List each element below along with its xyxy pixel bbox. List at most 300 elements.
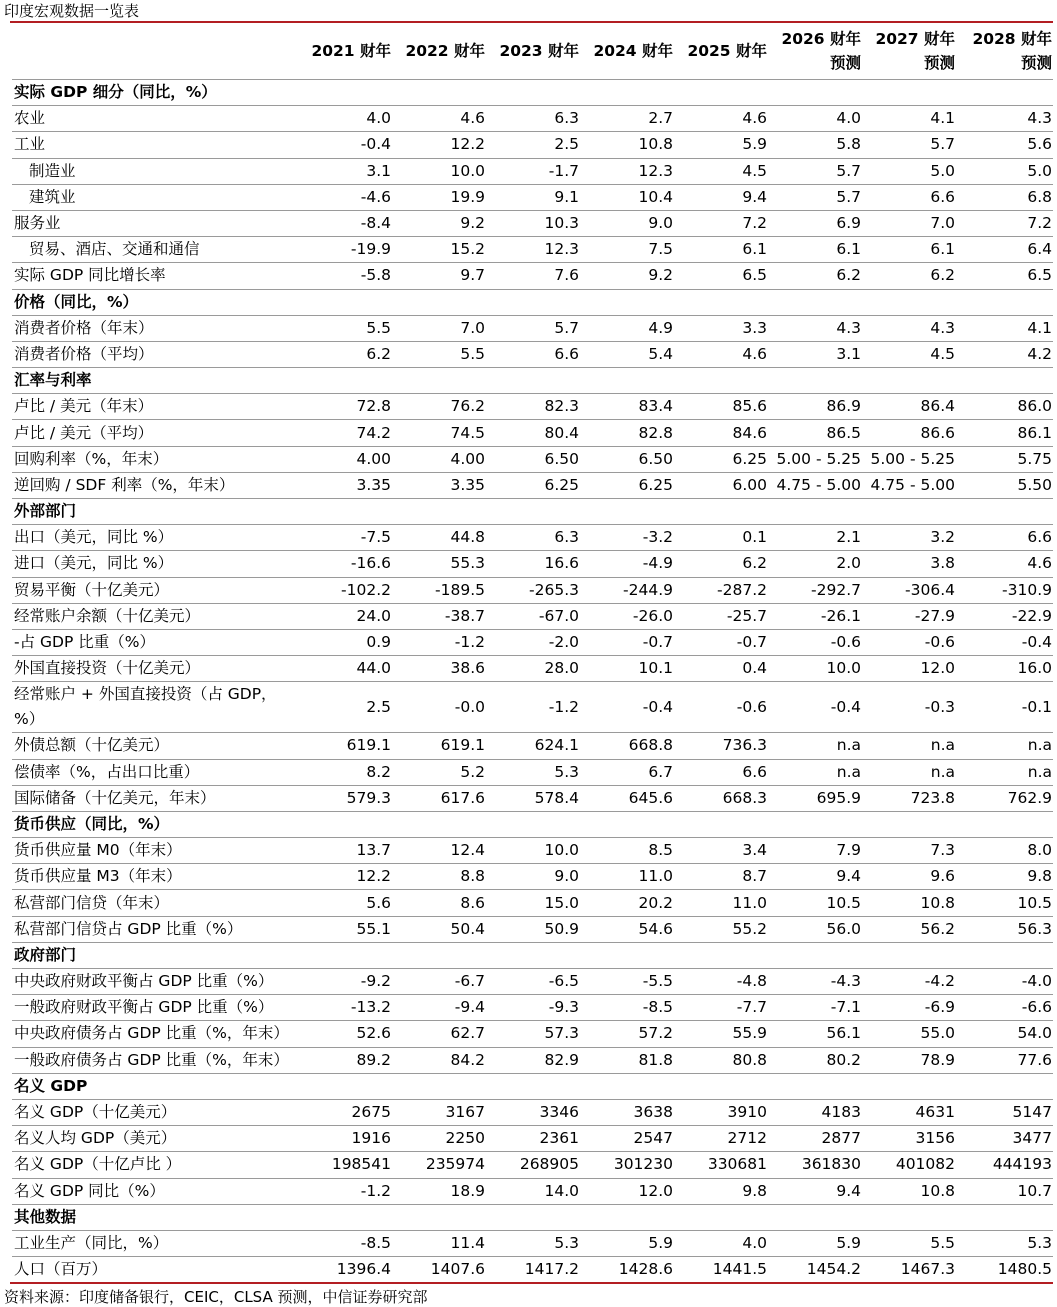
value-cell: 6.4 xyxy=(956,237,1053,263)
value-cell: -26.1 xyxy=(768,603,862,629)
value-cell: 5.6 xyxy=(298,890,392,916)
value-cell: 668.8 xyxy=(580,733,674,759)
value-cell: 74.2 xyxy=(298,420,392,446)
value-cell: 56.2 xyxy=(862,916,956,942)
value-cell: -0.7 xyxy=(580,629,674,655)
value-cell: 10.8 xyxy=(862,890,956,916)
value-cell: 10.0 xyxy=(768,656,862,682)
value-cell: 6.25 xyxy=(486,472,580,498)
value-cell: 3.35 xyxy=(298,472,392,498)
table-row xyxy=(12,864,1053,890)
column-header xyxy=(580,23,674,80)
column-header xyxy=(298,23,392,80)
value-cell: 9.4 xyxy=(674,184,768,210)
value-cell: -6.7 xyxy=(392,969,486,995)
value-cell: -0.7 xyxy=(674,629,768,655)
row-label: 人口（百万） xyxy=(12,1257,298,1283)
column-header-year: 2022 财年 xyxy=(405,42,485,60)
value-cell: 3.3 xyxy=(674,315,768,341)
value-cell: n.a xyxy=(768,759,862,785)
value-cell: 50.9 xyxy=(486,916,580,942)
value-cell: 7.0 xyxy=(862,210,956,236)
value-cell: 44.0 xyxy=(298,656,392,682)
row-label: 实际 GDP 同比增长率 xyxy=(12,263,298,289)
row-label: 经常账户余额（十亿美元） xyxy=(12,603,298,629)
value-cell: 1467.3 xyxy=(862,1257,956,1283)
value-cell: 4.1 xyxy=(862,106,956,132)
value-cell: 2.1 xyxy=(768,525,862,551)
value-cell: 11.0 xyxy=(580,864,674,890)
value-cell: 6.1 xyxy=(862,237,956,263)
value-cell: 86.9 xyxy=(768,394,862,420)
value-cell: n.a xyxy=(956,759,1053,785)
value-cell: 10.8 xyxy=(862,1178,956,1204)
value-cell: -7.5 xyxy=(298,525,392,551)
value-cell: 2.5 xyxy=(298,682,392,733)
value-cell: 10.3 xyxy=(486,210,580,236)
value-cell: 6.2 xyxy=(674,551,768,577)
value-cell: 5.0 xyxy=(956,158,1053,184)
value-cell: 4.1 xyxy=(956,315,1053,341)
value-cell: 9.0 xyxy=(486,864,580,890)
header-row xyxy=(12,23,1053,80)
section-header-row xyxy=(12,1073,1053,1099)
value-cell: 5147 xyxy=(956,1099,1053,1125)
value-cell: 28.0 xyxy=(486,656,580,682)
value-cell: 5.7 xyxy=(862,132,956,158)
column-header xyxy=(862,23,956,80)
column-header xyxy=(486,23,580,80)
row-label: 中央政府债务占 GDP 比重（%，年末） xyxy=(12,1021,298,1047)
table-row xyxy=(12,838,1053,864)
value-cell: 8.8 xyxy=(392,864,486,890)
table-row xyxy=(12,315,1053,341)
row-label: 外债总额（十亿美元） xyxy=(12,733,298,759)
column-header-year: 2023 财年 xyxy=(499,42,579,60)
value-cell: 361830 xyxy=(768,1152,862,1178)
value-cell: 38.6 xyxy=(392,656,486,682)
table-row xyxy=(12,1099,1053,1125)
value-cell: -67.0 xyxy=(486,603,580,629)
table-caption: 印度宏观数据一览表 xyxy=(4,2,140,20)
value-cell: 12.2 xyxy=(392,132,486,158)
value-cell: -0.0 xyxy=(392,682,486,733)
value-cell: 5.2 xyxy=(392,759,486,785)
value-cell: 12.2 xyxy=(298,864,392,890)
table-row xyxy=(12,446,1053,472)
row-label: 名义 GDP（十亿美元） xyxy=(12,1099,298,1125)
table-row xyxy=(12,733,1053,759)
table-row xyxy=(12,603,1053,629)
value-cell: 5.5 xyxy=(862,1230,956,1256)
value-cell: 5.9 xyxy=(674,132,768,158)
value-cell: 4.6 xyxy=(674,106,768,132)
value-cell: 7.3 xyxy=(862,838,956,864)
value-cell: 10.8 xyxy=(580,132,674,158)
value-cell: 12.0 xyxy=(862,656,956,682)
value-cell: 0.4 xyxy=(674,656,768,682)
section-title: 汇率与利率 xyxy=(12,368,1053,394)
value-cell: -16.6 xyxy=(298,551,392,577)
value-cell: 6.6 xyxy=(674,759,768,785)
value-cell: -27.9 xyxy=(862,603,956,629)
value-cell: 5.9 xyxy=(580,1230,674,1256)
value-cell: 668.3 xyxy=(674,785,768,811)
value-cell: 50.4 xyxy=(392,916,486,942)
row-label: 货币供应量 M0（年末） xyxy=(12,838,298,864)
row-label: -占 GDP 比重（%） xyxy=(12,629,298,655)
row-label: 建筑业 xyxy=(12,184,298,210)
value-cell: 1480.5 xyxy=(956,1257,1053,1283)
value-cell: 5.50 xyxy=(956,472,1053,498)
value-cell: 6.9 xyxy=(768,210,862,236)
value-cell: -8.5 xyxy=(298,1230,392,1256)
table-row xyxy=(12,420,1053,446)
section-header-row xyxy=(12,289,1053,315)
row-label: 制造业 xyxy=(12,158,298,184)
section-title: 外部部门 xyxy=(12,499,1053,525)
section-header-row xyxy=(12,942,1053,968)
value-cell: 86.1 xyxy=(956,420,1053,446)
value-cell: -6.9 xyxy=(862,995,956,1021)
value-cell: -0.6 xyxy=(768,629,862,655)
value-cell: -4.2 xyxy=(862,969,956,995)
value-cell: 9.6 xyxy=(862,864,956,890)
value-cell: 82.9 xyxy=(486,1047,580,1073)
value-cell: 5.6 xyxy=(956,132,1053,158)
value-cell: 10.5 xyxy=(768,890,862,916)
value-cell: -306.4 xyxy=(862,577,956,603)
value-cell: 55.9 xyxy=(674,1021,768,1047)
table-body xyxy=(12,80,1053,1283)
value-cell: 1441.5 xyxy=(674,1257,768,1283)
table-row xyxy=(12,158,1053,184)
value-cell: 77.6 xyxy=(956,1047,1053,1073)
value-cell: 44.8 xyxy=(392,525,486,551)
row-label: 偿债率（%，占出口比重） xyxy=(12,759,298,785)
value-cell: 14.0 xyxy=(486,1178,580,1204)
value-cell: 4.6 xyxy=(674,341,768,367)
row-label: 出口（美元，同比 %） xyxy=(12,525,298,551)
value-cell: 1407.6 xyxy=(392,1257,486,1283)
table-row xyxy=(12,890,1053,916)
value-cell: 86.6 xyxy=(862,420,956,446)
table-row xyxy=(12,551,1053,577)
value-cell: -25.7 xyxy=(674,603,768,629)
value-cell: 0.1 xyxy=(674,525,768,551)
value-cell: 62.7 xyxy=(392,1021,486,1047)
value-cell: 617.6 xyxy=(392,785,486,811)
value-cell: 10.1 xyxy=(580,656,674,682)
value-cell: 86.5 xyxy=(768,420,862,446)
value-cell: 52.6 xyxy=(298,1021,392,1047)
row-label: 外国直接投资（十亿美元） xyxy=(12,656,298,682)
value-cell: 624.1 xyxy=(486,733,580,759)
value-cell: 578.4 xyxy=(486,785,580,811)
value-cell: 86.4 xyxy=(862,394,956,420)
value-cell: 1454.2 xyxy=(768,1257,862,1283)
value-cell: 0.9 xyxy=(298,629,392,655)
value-cell: 81.8 xyxy=(580,1047,674,1073)
row-label: 名义 GDP 同比（%） xyxy=(12,1178,298,1204)
value-cell: 12.3 xyxy=(580,158,674,184)
value-cell: 11.0 xyxy=(674,890,768,916)
value-cell: 55.1 xyxy=(298,916,392,942)
value-cell: 6.8 xyxy=(956,184,1053,210)
column-header xyxy=(674,23,768,80)
value-cell: 6.1 xyxy=(674,237,768,263)
value-cell: 268905 xyxy=(486,1152,580,1178)
value-cell: 4.5 xyxy=(862,341,956,367)
column-header-year: 2028 财年 xyxy=(972,30,1052,48)
value-cell: 5.3 xyxy=(956,1230,1053,1256)
value-cell: -3.2 xyxy=(580,525,674,551)
row-label: 贸易平衡（十亿美元） xyxy=(12,577,298,603)
value-cell: 330681 xyxy=(674,1152,768,1178)
value-cell: -0.3 xyxy=(862,682,956,733)
value-cell: 444193 xyxy=(956,1152,1053,1178)
value-cell: -38.7 xyxy=(392,603,486,629)
value-cell: -244.9 xyxy=(580,577,674,603)
value-cell: 5.4 xyxy=(580,341,674,367)
value-cell: 7.6 xyxy=(486,263,580,289)
row-label: 名义人均 GDP（美元） xyxy=(12,1126,298,1152)
value-cell: 4.3 xyxy=(862,315,956,341)
table-row xyxy=(12,629,1053,655)
value-cell: -0.1 xyxy=(956,682,1053,733)
value-cell: -9.3 xyxy=(486,995,580,1021)
value-cell: 80.2 xyxy=(768,1047,862,1073)
value-cell: 8.7 xyxy=(674,864,768,890)
value-cell: 5.8 xyxy=(768,132,862,158)
value-cell: -0.4 xyxy=(298,132,392,158)
value-cell: 9.1 xyxy=(486,184,580,210)
value-cell: 1916 xyxy=(298,1126,392,1152)
row-label: 卢比 / 美元（年末） xyxy=(12,394,298,420)
section-header-row xyxy=(12,368,1053,394)
value-cell: 6.2 xyxy=(862,263,956,289)
value-cell: -4.8 xyxy=(674,969,768,995)
value-cell: -1.2 xyxy=(392,629,486,655)
value-cell: 55.2 xyxy=(674,916,768,942)
table-row xyxy=(12,106,1053,132)
value-cell: 6.00 xyxy=(674,472,768,498)
value-cell: 4.6 xyxy=(392,106,486,132)
value-cell: 80.8 xyxy=(674,1047,768,1073)
value-cell: -189.5 xyxy=(392,577,486,603)
value-cell: -1.2 xyxy=(298,1178,392,1204)
value-cell: 3.35 xyxy=(392,472,486,498)
value-cell: 3.8 xyxy=(862,551,956,577)
value-cell: 56.1 xyxy=(768,1021,862,1047)
value-cell: -102.2 xyxy=(298,577,392,603)
value-cell: 15.2 xyxy=(392,237,486,263)
value-cell: n.a xyxy=(862,759,956,785)
value-cell: 301230 xyxy=(580,1152,674,1178)
table-row xyxy=(12,1126,1053,1152)
table-row xyxy=(12,132,1053,158)
value-cell: 3477 xyxy=(956,1126,1053,1152)
value-cell: 54.6 xyxy=(580,916,674,942)
row-label: 国际储备（十亿美元，年末） xyxy=(12,785,298,811)
value-cell: 4.5 xyxy=(674,158,768,184)
value-cell: 7.2 xyxy=(956,210,1053,236)
row-label: 进口（美元，同比 %） xyxy=(12,551,298,577)
value-cell: 84.2 xyxy=(392,1047,486,1073)
row-label: 经常账户 + 外国直接投资（占 GDP，%） xyxy=(12,682,298,733)
row-label: 私营部门信贷占 GDP 比重（%） xyxy=(12,916,298,942)
row-label: 工业 xyxy=(12,132,298,158)
value-cell: 86.0 xyxy=(956,394,1053,420)
section-header-row xyxy=(12,499,1053,525)
table-row xyxy=(12,1021,1053,1047)
value-cell: 83.4 xyxy=(580,394,674,420)
value-cell: 6.1 xyxy=(768,237,862,263)
value-cell: 3167 xyxy=(392,1099,486,1125)
value-cell: 645.6 xyxy=(580,785,674,811)
value-cell: 5.5 xyxy=(298,315,392,341)
value-cell: 8.6 xyxy=(392,890,486,916)
column-header xyxy=(956,23,1053,80)
value-cell: -310.9 xyxy=(956,577,1053,603)
value-cell: -287.2 xyxy=(674,577,768,603)
row-label: 货币供应量 M3（年末） xyxy=(12,864,298,890)
value-cell: 16.0 xyxy=(956,656,1053,682)
value-cell: 2.0 xyxy=(768,551,862,577)
column-header-year: 2025 财年 xyxy=(687,42,767,60)
value-cell: 6.6 xyxy=(956,525,1053,551)
value-cell: 4.75 - 5.00 xyxy=(862,472,956,498)
table-row xyxy=(12,1257,1053,1283)
value-cell: 6.7 xyxy=(580,759,674,785)
value-cell: 76.2 xyxy=(392,394,486,420)
value-cell: 13.7 xyxy=(298,838,392,864)
value-cell: -9.2 xyxy=(298,969,392,995)
table-row xyxy=(12,1152,1053,1178)
value-cell: 4.9 xyxy=(580,315,674,341)
value-cell: 579.3 xyxy=(298,785,392,811)
value-cell: 3.4 xyxy=(674,838,768,864)
value-cell: -8.4 xyxy=(298,210,392,236)
value-cell: 4.0 xyxy=(768,106,862,132)
value-cell: 5.3 xyxy=(486,759,580,785)
value-cell: 5.00 - 5.25 xyxy=(862,446,956,472)
value-cell: -0.4 xyxy=(580,682,674,733)
value-cell: -2.0 xyxy=(486,629,580,655)
table-row xyxy=(12,210,1053,236)
column-header-forecast: 预测 xyxy=(923,54,955,72)
value-cell: 54.0 xyxy=(956,1021,1053,1047)
value-cell: 1396.4 xyxy=(298,1257,392,1283)
column-header-year: 2026 财年 xyxy=(781,30,861,48)
value-cell: 11.4 xyxy=(392,1230,486,1256)
value-cell: 57.3 xyxy=(486,1021,580,1047)
value-cell: 85.6 xyxy=(674,394,768,420)
value-cell: 4.2 xyxy=(956,341,1053,367)
table-row xyxy=(12,759,1053,785)
value-cell: n.a xyxy=(862,733,956,759)
section-header-row xyxy=(12,80,1053,106)
value-cell: 10.5 xyxy=(956,890,1053,916)
value-cell: 5.75 xyxy=(956,446,1053,472)
value-cell: -0.4 xyxy=(956,629,1053,655)
value-cell: 8.5 xyxy=(580,838,674,864)
value-cell: 8.2 xyxy=(298,759,392,785)
value-cell: -1.2 xyxy=(486,682,580,733)
value-cell: 3638 xyxy=(580,1099,674,1125)
table-row xyxy=(12,969,1053,995)
macro-data-table xyxy=(12,23,1053,1283)
value-cell: 9.0 xyxy=(580,210,674,236)
table-row xyxy=(12,916,1053,942)
value-cell: 6.2 xyxy=(298,341,392,367)
value-cell: 56.0 xyxy=(768,916,862,942)
value-cell: 9.2 xyxy=(392,210,486,236)
value-cell: 5.7 xyxy=(768,184,862,210)
value-cell: 6.25 xyxy=(580,472,674,498)
value-cell: 736.3 xyxy=(674,733,768,759)
value-cell: 6.5 xyxy=(956,263,1053,289)
value-cell: 3.2 xyxy=(862,525,956,551)
value-cell: 3346 xyxy=(486,1099,580,1125)
value-cell: 7.0 xyxy=(392,315,486,341)
value-cell: 9.8 xyxy=(674,1178,768,1204)
row-label: 私营部门信贷（年末） xyxy=(12,890,298,916)
value-cell: 6.25 xyxy=(674,446,768,472)
value-cell: 6.3 xyxy=(486,106,580,132)
section-title: 价格（同比，%） xyxy=(12,289,1053,315)
column-header xyxy=(392,23,486,80)
value-cell: -4.9 xyxy=(580,551,674,577)
section-title: 名义 GDP xyxy=(12,1073,1053,1099)
row-label: 名义 GDP（十亿卢比 ） xyxy=(12,1152,298,1178)
value-cell: 72.8 xyxy=(298,394,392,420)
value-cell: -1.7 xyxy=(486,158,580,184)
value-cell: 10.7 xyxy=(956,1178,1053,1204)
value-cell: 3.1 xyxy=(768,341,862,367)
header-label-cell xyxy=(12,23,298,80)
value-cell: 619.1 xyxy=(392,733,486,759)
value-cell: 4.3 xyxy=(956,106,1053,132)
row-label: 中央政府财政平衡占 GDP 比重（%） xyxy=(12,969,298,995)
table-row xyxy=(12,263,1053,289)
table-row xyxy=(12,577,1053,603)
value-cell: 198541 xyxy=(298,1152,392,1178)
value-cell: -4.3 xyxy=(768,969,862,995)
value-cell: 82.3 xyxy=(486,394,580,420)
value-cell: 56.3 xyxy=(956,916,1053,942)
section-title: 货币供应（同比，%） xyxy=(12,811,1053,837)
value-cell: 7.2 xyxy=(674,210,768,236)
value-cell: 3.1 xyxy=(298,158,392,184)
value-cell: 4183 xyxy=(768,1099,862,1125)
source-note: 资料来源：印度储备银行，CEIC，CLSA 预测，中信证券研究部 xyxy=(4,1288,428,1306)
value-cell: 12.0 xyxy=(580,1178,674,1204)
value-cell: 5.00 - 5.25 xyxy=(768,446,862,472)
value-cell: -0.4 xyxy=(768,682,862,733)
value-cell: 3156 xyxy=(862,1126,956,1152)
value-cell: 80.4 xyxy=(486,420,580,446)
value-cell: 15.0 xyxy=(486,890,580,916)
value-cell: 4631 xyxy=(862,1099,956,1125)
value-cell: -4.0 xyxy=(956,969,1053,995)
value-cell: 723.8 xyxy=(862,785,956,811)
row-label: 一般政府债务占 GDP 比重（%，年末） xyxy=(12,1047,298,1073)
value-cell: 4.00 xyxy=(392,446,486,472)
value-cell: 9.7 xyxy=(392,263,486,289)
row-label: 消费者价格（年末） xyxy=(12,315,298,341)
value-cell: 6.50 xyxy=(486,446,580,472)
